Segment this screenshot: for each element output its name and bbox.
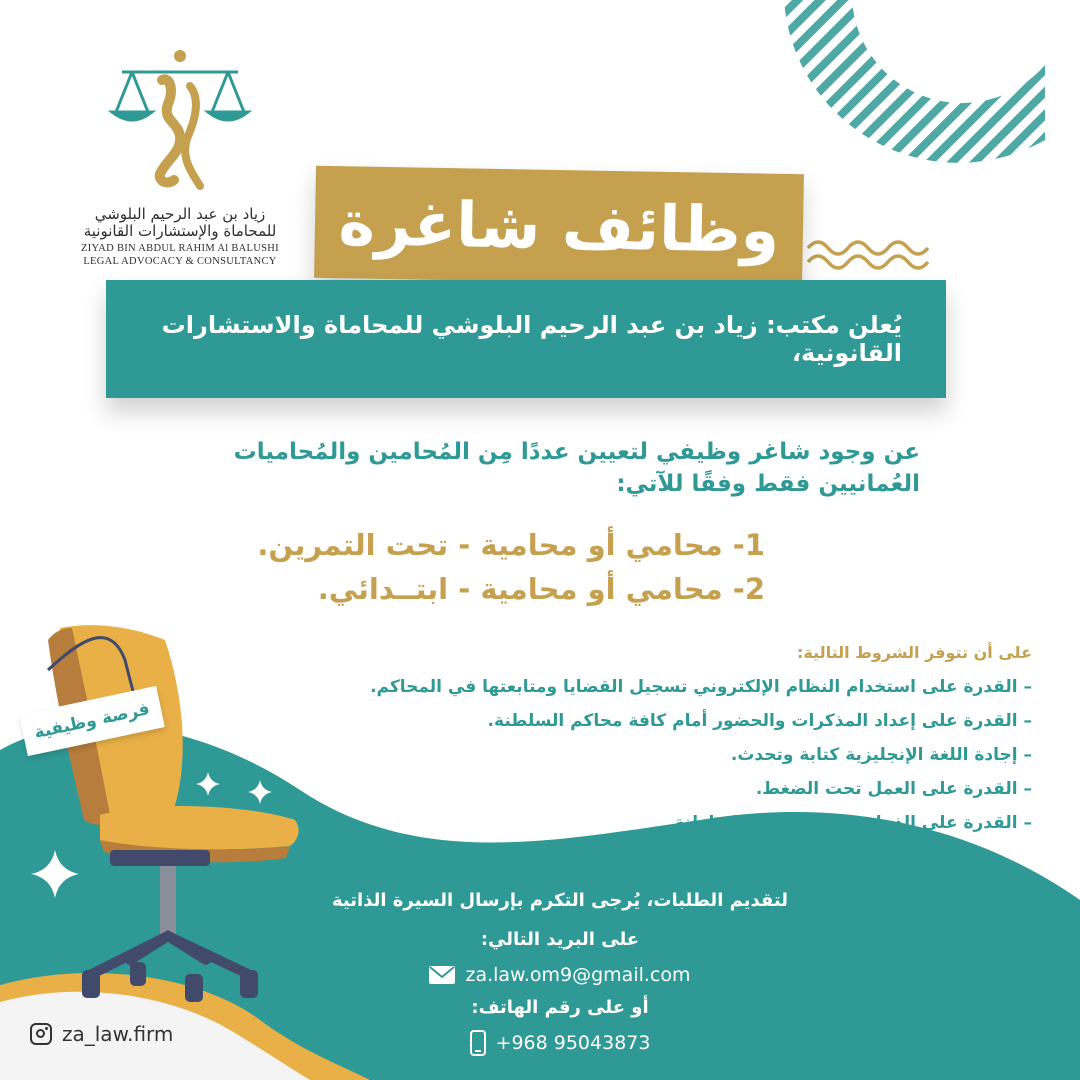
phone-contact[interactable] <box>260 1030 860 1056</box>
requirement-item: – القدرة على استخدام النظام الإلكتروني تسجيل القضايا ومتابعتها في المحاكم. <box>370 677 1032 697</box>
scales-logo <box>40 40 320 210</box>
requirement-item: – القدرة على العمل تحت الضغط. <box>755 779 1032 799</box>
brand-name-en-line1: ZIYAD BIN ABDUL RAHIM Al BALUSHI <box>81 243 279 254</box>
wavy-line-decoration <box>808 242 928 268</box>
apply-line-1: لتقديم الطلبات، يُرجى التكرم بإرسال السيرة الذاتية <box>332 890 788 911</box>
announcement-banner <box>106 280 946 398</box>
intro-text <box>150 436 920 500</box>
intro-line-1: عن وجود شاغر وظيفي لتعيين عددًا مِن المُحامين والمُحاميات <box>233 439 920 465</box>
position-item: 2- محامي أو محامية - ابتــدائي. <box>317 572 765 606</box>
requirement-item: – القدرة على إعداد المذكرات والحضور أمام كافة محاكم السلطنة. <box>487 711 1032 731</box>
brand-name-ar-line2: للمحاماة والإستشارات القانونية <box>83 222 277 240</box>
email-address[interactable]: za.law.om9@gmail.com <box>465 964 691 986</box>
title-box <box>314 166 804 286</box>
striped-arc-decoration <box>784 0 1045 163</box>
instagram-handle[interactable]: za_law.firm <box>62 1022 174 1046</box>
position-item: 1- محامي أو محامية - تحت التمرين. <box>257 528 765 562</box>
requirement-item: – القدرة على الذهاب لكافة محاكم السلطنة. <box>667 813 1032 833</box>
requirement-item: – إجادة اللغة الإنجليزية كتابة وتحدث. <box>730 745 1032 765</box>
opportunity-sign-text: فرصة وظيفية <box>32 699 152 743</box>
requirements-heading: على أن تتوفر الشروط التالية: <box>796 643 1032 662</box>
phone-label: أو على رقم الهاتف: <box>471 997 649 1018</box>
brand-name-ar-line1: زياد بن عبد الرحيم البلوشي <box>94 205 266 223</box>
instagram-handle-link[interactable] <box>30 1022 173 1046</box>
brand-name-en-line2: LEGAL ADVOCACY & CONSULTANCY <box>83 256 277 267</box>
page-title: وظائف شاغرة <box>338 185 780 267</box>
phone-number[interactable]: +968 95043873 <box>495 1032 651 1054</box>
announcement-text: يُعلن مكتب: زياد بن عبد الرحيم البلوشي للمحاماة والاستشارات القانونية، <box>161 311 902 367</box>
email-icon <box>429 966 455 984</box>
instagram-icon <box>30 1023 52 1045</box>
apply-line-2: على البريد التالي: <box>480 929 640 950</box>
email-contact[interactable] <box>260 964 860 986</box>
phone-icon <box>470 1030 486 1056</box>
intro-line-2: العُمانيين فقط وفقًا للآتي: <box>616 471 920 497</box>
